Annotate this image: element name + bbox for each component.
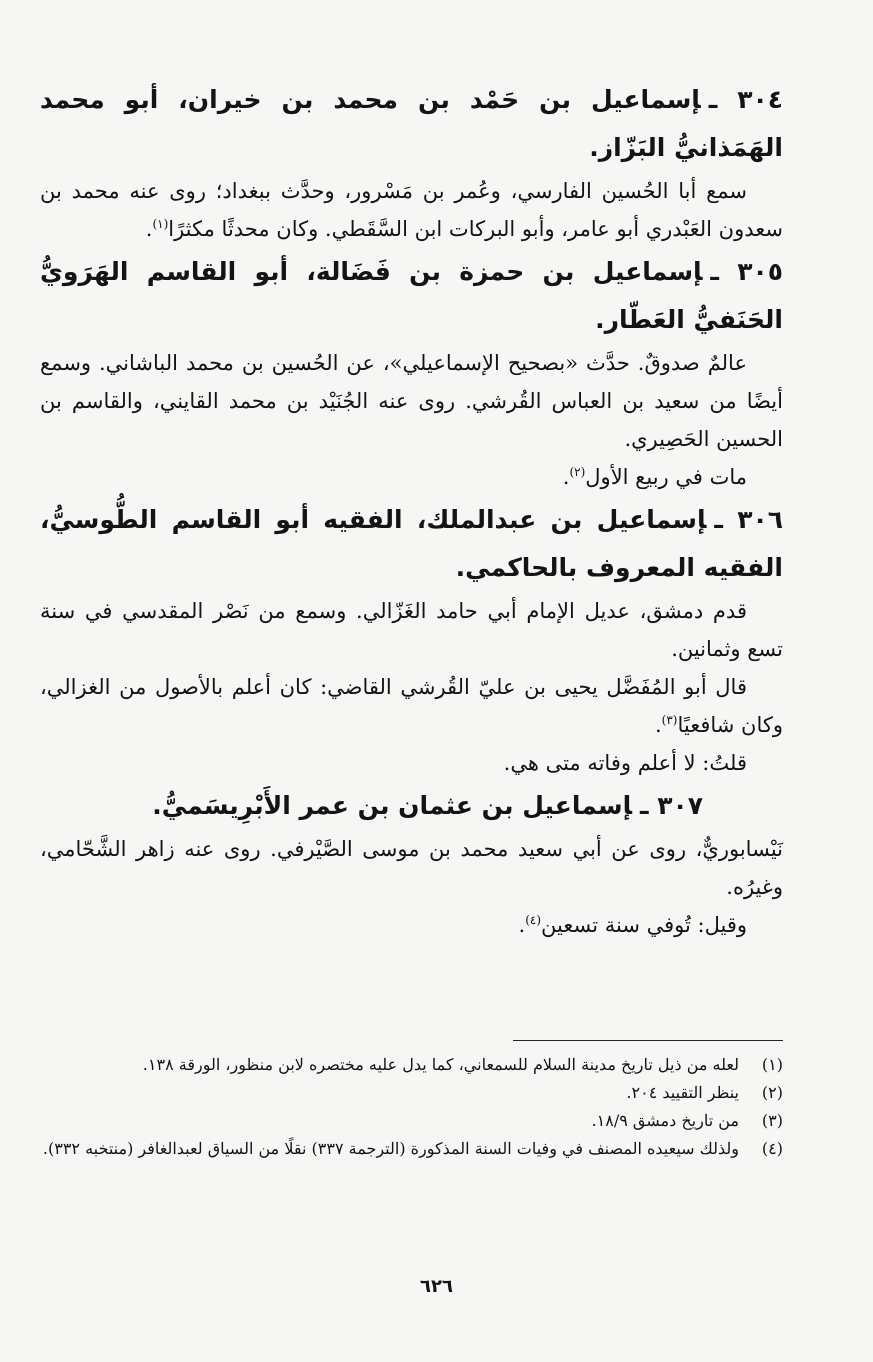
paragraph-text: وقيل: تُوفي سنة تسعين — [541, 913, 747, 937]
paragraph — [40, 172, 783, 248]
entry-number: ٣٠٤ ـ — [708, 85, 783, 114]
paragraph-text: قال أبو المُفَضَّل يحيى بن عليّ القُرشي القاضي: كان أعلم بالأصول من الغزالي، وكان شافعيًا — [40, 675, 783, 737]
page-number: ٦٢٦ — [420, 1276, 453, 1297]
entry-number: ٣٠٧ ـ — [639, 791, 703, 820]
main-text — [40, 76, 783, 944]
entry-name: إسماعيل بن عثمان بن عمر الأَبْرِيسَميُّ. — [152, 791, 632, 820]
footnote — [40, 1051, 783, 1079]
footnote-mark: (٣) — [761, 1111, 783, 1130]
paragraph — [40, 344, 783, 458]
footnote — [40, 1079, 783, 1107]
paragraph — [40, 744, 783, 782]
footnote-ref[interactable]: (١) — [152, 217, 169, 231]
paragraph-tail: . — [562, 465, 570, 489]
footnote-text: من تاريخ دمشق ١٨/٩. — [591, 1111, 739, 1130]
entry — [40, 248, 783, 496]
footnote-ref[interactable]: (٤) — [525, 913, 542, 927]
paragraph — [40, 592, 783, 668]
entry — [40, 76, 783, 248]
footnote-text: ينظر التقييد ٢٠٤. — [626, 1083, 739, 1102]
footnote-mark: (١) — [761, 1055, 783, 1074]
paragraph — [40, 830, 783, 906]
entry — [40, 496, 783, 782]
paragraph-text: قلتُ: لا أعلم وفاته متى هي. — [503, 751, 747, 775]
entry-name: إسماعيل بن حَمْد بن محمد بن خيران، أبو محمد الهَمَذانيُّ البَزّاز. — [40, 85, 783, 162]
footnote-mark: (٤) — [761, 1139, 783, 1158]
entry-title — [40, 76, 783, 172]
footnote-ref[interactable]: (٢) — [569, 465, 586, 479]
paragraph-text: قدم دمشق، عديل الإمام أبي حامد الغَزّالي. وسمع من نَصْر المقدسي في سنة تسع وثمانين. — [40, 599, 783, 661]
paragraph — [40, 668, 783, 744]
paragraph — [40, 458, 783, 496]
paragraph-text: مات في ربيع الأول — [585, 465, 747, 489]
entry-title — [40, 248, 783, 344]
entry-number: ٣٠٥ ـ — [710, 257, 784, 286]
entry — [40, 782, 783, 944]
footnote — [40, 1107, 783, 1135]
footnote-mark: (٢) — [761, 1083, 783, 1102]
footnotes-section — [40, 1040, 783, 1163]
footnote — [40, 1135, 783, 1163]
paragraph-tail: . — [518, 913, 526, 937]
footnote-ref[interactable]: (٣) — [661, 713, 678, 727]
paragraph-text: نَيْسابوريٌّ، روى عن أبي سعيد محمد بن موسى الصَّيْرفي. روى عنه زاهر الشَّحّامي، وغيرُه. — [40, 837, 783, 899]
entry-number: ٣٠٦ ـ — [714, 505, 783, 534]
entry-title — [40, 496, 783, 592]
paragraph-tail: . — [145, 217, 153, 241]
paragraph-text: عالمٌ صدوقٌ. حدَّث «بصحيح الإسماعيلي»، عن الحُسين بن محمد الباشاني. وسمع أيضًا من سعيد بن العباس القُرشي. روى عنه الجُنَيْد بن محمد القايني، والقاسم بن الحسين الحَصِيري. — [40, 351, 783, 451]
footnote-text: لعله من ذيل تاريخ مدينة السلام للسمعاني، كما يدل عليه مختصره لابن منظور، الورقة ١٣٨. — [142, 1055, 739, 1074]
entry-title — [40, 782, 783, 830]
paragraph-tail: . — [654, 713, 662, 737]
paragraph-text: سمع أبا الحُسين الفارسي، وعُمر بن مَسْرور، وحدَّث ببغداد؛ روى عنه محمد بن سعدون العَبْدري أبو عامر، وأبو البركات ابن السَّقَطي. وكان محدثًا مكثرًا — [40, 179, 783, 241]
entry-name: إسماعيل بن عبدالملك، الفقيه أبو القاسم الطُّوسيُّ، الفقيه المعروف بالحاكمي. — [40, 505, 783, 582]
paragraph — [40, 906, 783, 944]
footnote-divider — [40, 1040, 783, 1041]
entry-name: إسماعيل بن حمزة بن فَضَالة، أبو القاسم الهَرَويُّ الحَنَفيُّ العَطّار. — [40, 257, 783, 334]
footnote-text: ولذلك سيعيده المصنف في وفيات السنة المذكورة (الترجمة ٣٣٧) نقلًا من السياق لعبدالغافر (منتخبه ٣٣٢). — [42, 1139, 739, 1158]
